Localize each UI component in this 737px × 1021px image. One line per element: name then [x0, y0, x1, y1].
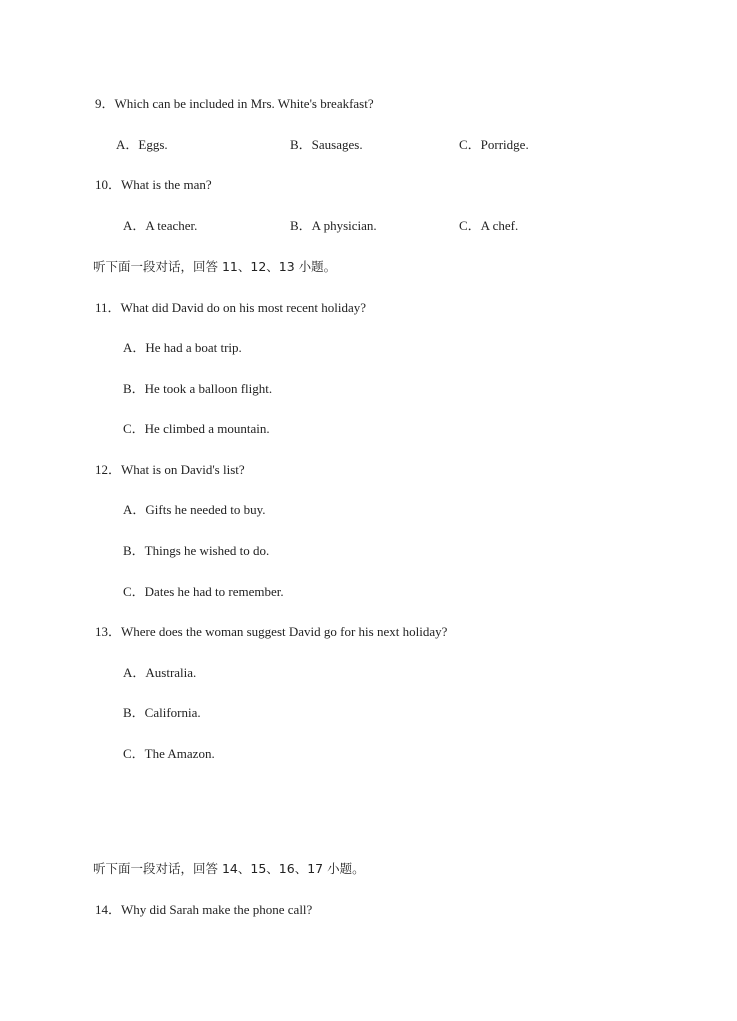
q12-option-a: A．Gifts he needed to buy.: [123, 502, 266, 517]
q11-option-b: B．He took a balloon flight.: [123, 381, 273, 396]
question-9: 9．Which can be included in Mrs. White's breakfast?: [95, 96, 374, 111]
q11-option-c: C．He climbed a mountain.: [123, 421, 270, 436]
q9-option-b: B．Sausages.: [290, 137, 363, 152]
q9-option-a: A．Eggs.: [116, 137, 168, 152]
q13-option-a: A．Australia.: [123, 665, 197, 680]
q12-option-b: B．Things he wished to do.: [123, 543, 270, 558]
q12-option-c: C．Dates he had to remember.: [123, 584, 284, 599]
question-14: 14．Why did Sarah make the phone call?: [95, 902, 313, 917]
question-11: 11．What did David do on his most recent holiday?: [95, 300, 367, 315]
q10-option-a: A．A teacher.: [123, 218, 198, 233]
question-10: 10．What is the man?: [95, 177, 212, 192]
section-heading-14-17: 听下面一段对话，回答 14、15、16、17 小题。: [93, 861, 365, 876]
q10-option-b: B．A physician.: [290, 218, 377, 233]
q13-option-b: B．California.: [123, 705, 201, 720]
question-13: 13．Where does the woman suggest David go for his next holiday?: [95, 624, 448, 639]
q9-option-c: C．Porridge.: [459, 137, 529, 152]
q10-option-c: C．A chef.: [459, 218, 519, 233]
q11-option-a: A．He had a boat trip.: [123, 340, 242, 355]
question-12: 12．What is on David's list?: [95, 462, 245, 477]
q13-option-c: C．The Amazon.: [123, 746, 215, 761]
section-heading-11-13: 听下面一段对话，回答 11、12、13 小题。: [93, 259, 337, 274]
